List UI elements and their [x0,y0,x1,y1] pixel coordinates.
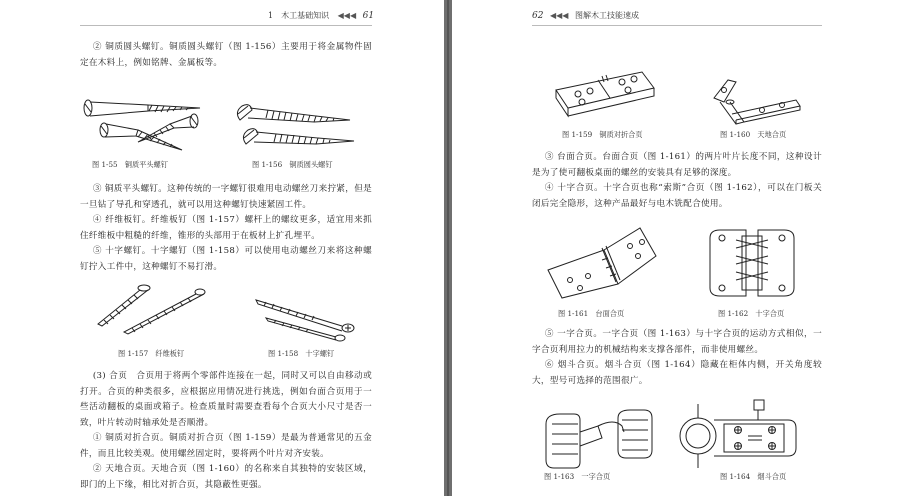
paragraph-concealed-hinge: ⑥ 烟斗合页。烟斗合页（图 1-164）隐藏在柜体内侧，开关角度较大，型号可选择的范围很广。 [532,360,822,386]
paragraph-table-hinge: ③ 台面合页。台面合页（图 1-161）的两片叶片长度不同，这种设计是为了使可翻板桌面的螺丝的安装具有足够的深度。 [532,152,822,178]
paragraph-barrel-hinge: ⑤ 一字合页。一字合页（图 1-163）与十字合页的运动方式相似，一字合页利用拉力的机械结构来支撑各部件，而非使用螺丝。 [532,329,822,355]
figure-caption-1-163: 图 1-163 一字合页 [544,472,611,481]
figure-fiberboard-screws [90,280,210,340]
gutter-divider [447,0,449,496]
header-arrows: ◀◀◀ [550,11,569,20]
figure-caption-1-161: 图 1-161 台面合页 [558,309,625,318]
figure-phillips-screws [252,288,362,343]
paragraph-hinge-intro: (3) 合页 合页用于将两个零部件连接在一起，同时又可以自由移动或打开。合页的种类很多，应根据应用情况进行挑选，例如台面合页用于一些活动翻板的桌面或箱子。检查质量时需要查看每个合页大小尺寸是否一致，叶片转动时轴承处是否顺滑。 [80,371,372,428]
figure-round-head-screws [232,100,362,150]
left-page-header [268,10,374,21]
paragraph-fiberboard-screw: ④ 纤维板钉。纤维板钉（图 1-157）螺杆上的螺纹更多，适宜用来抓住纤维板中粗糙的纤维，锥形的头部用于在板材上扩孔埋平。 [80,215,372,241]
right-page [452,0,900,496]
figure-concealed-hinge [678,396,802,472]
figure-caption-1-156: 图 1-156 铜质圆头螺钉 [252,160,333,169]
paragraph-pivot-hinge: ② 天地合页。天地合页（图 1-160）的名称来自其独特的安装区域，即门的上下缘，相比对折合页，其隐蔽性更强。 [80,464,372,490]
right-page-header [532,10,639,21]
book-title: 图解木工技能速成 [575,11,640,20]
page-number: 62 [532,11,544,21]
figure-caption-1-159: 图 1-159 铜质对折合页 [562,130,643,139]
header-rule [80,25,372,26]
paragraph-brass-round-screw: ② 铜质圆头螺钉。铜质圆头螺钉（图 1-156）主要用于将金属物件固定在木料上，例如铭牌、金属板等。 [80,42,372,68]
paragraph-brass-flat-screw: ③ 铜质平头螺钉。这种传统的一字螺钉很难用电动螺丝刀来拧紧，但是一旦钻了导孔和穿透孔，就可以用这种螺钉快速紧固工件。 [80,184,372,210]
header-arrows: ◀◀◀ [337,11,357,20]
figure-brass-butt-hinge [550,66,660,126]
figure-pivot-hinge [710,72,806,128]
figure-caption-1-55: 图 1-55 铜质平头螺钉 [92,160,168,169]
figure-barrel-hinge [540,404,660,472]
figure-flat-head-screws [78,94,208,154]
header-rule [532,25,822,26]
paragraph-brass-butt-hinge: ① 铜质对折合页。铜质对折合页（图 1-159）是最为普通常见的五金件，而且比较美观。使用螺丝固定时，要将两个叶片对齐安装。 [80,433,372,459]
figure-caption-1-164: 图 1-164 烟斗合页 [720,472,787,481]
paragraph-phillips-screw: ⑤ 十字螺钉。十字螺钉（图 1-158）可以使用电动螺丝刀来将这种螺钉拧入工件中，这种螺钉不易打滑。 [80,246,372,272]
paragraph-soss-hinge: ④ 十字合页。十字合页也称“索斯”合页（图 1-162），可以在门板关闭后完全隐形，这种产品最好与电木铣配合使用。 [532,183,822,209]
page-number: 61 [362,11,375,21]
figure-table-hinge [544,220,664,300]
figure-caption-1-157: 图 1-157 纤维板钉 [118,349,185,358]
figure-caption-1-162: 图 1-162 十字合页 [718,309,785,318]
figure-caption-1-158: 图 1-158 十字螺钉 [268,349,335,358]
chapter-title: 1 木工基础知识 [268,11,330,20]
figure-caption-1-160: 图 1-160 天地合页 [720,130,787,139]
figure-soss-hinge [702,226,802,302]
left-page [0,0,444,496]
